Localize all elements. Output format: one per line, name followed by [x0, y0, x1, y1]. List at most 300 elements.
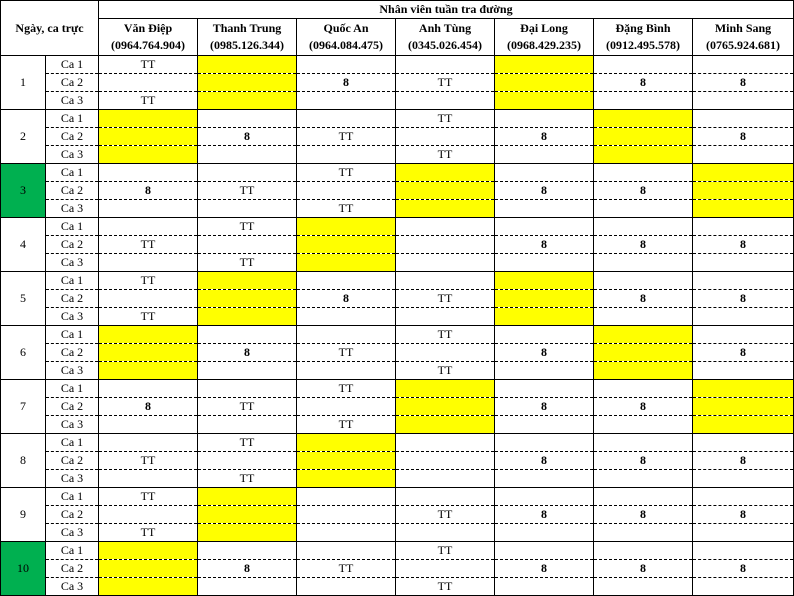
shift-label: Ca 1 [46, 164, 99, 182]
off-day-cell [693, 182, 794, 200]
schedule-cell [297, 110, 396, 128]
shift-row [1, 560, 794, 578]
off-day-cell [198, 92, 297, 110]
off-day-cell [99, 110, 198, 128]
shift-row [1, 254, 794, 272]
schedule-cell [99, 380, 198, 398]
schedule-cell [396, 452, 495, 470]
shift-row [1, 434, 794, 452]
schedule-cell: TT [198, 470, 297, 488]
schedule-cell [693, 542, 794, 560]
schedule-cell: 8 [99, 182, 198, 200]
off-day-cell [297, 452, 396, 470]
off-day-cell [99, 326, 198, 344]
schedule-cell [198, 542, 297, 560]
schedule-cell [396, 560, 495, 578]
employee-name: Quốc An [323, 21, 369, 35]
shift-label: Ca 2 [46, 128, 99, 146]
schedule-cell: 8 [594, 560, 693, 578]
shift-row [1, 506, 794, 524]
schedule-cell [594, 578, 693, 596]
schedule-cell [396, 272, 495, 290]
off-day-cell [594, 344, 693, 362]
schedule-cell: TT [99, 308, 198, 326]
off-day-cell [99, 578, 198, 596]
schedule-cell: 8 [495, 182, 594, 200]
off-day-cell [693, 380, 794, 398]
shift-row [1, 488, 794, 506]
schedule-cell [396, 488, 495, 506]
schedule-cell: TT [99, 272, 198, 290]
schedule-cell [99, 164, 198, 182]
schedule-cell: 8 [198, 128, 297, 146]
day-number: 4 [1, 218, 46, 272]
schedule-cell: TT [297, 560, 396, 578]
schedule-cell [594, 434, 693, 452]
schedule-cell: TT [396, 110, 495, 128]
schedule-cell [594, 488, 693, 506]
shift-label: Ca 3 [46, 254, 99, 272]
schedule-cell [99, 416, 198, 434]
schedule-cell: 8 [495, 560, 594, 578]
employee-phone: (0765.924.681) [706, 38, 780, 52]
schedule-cell [594, 200, 693, 218]
schedule-cell [693, 272, 794, 290]
schedule-cell [594, 542, 693, 560]
off-day-cell [495, 74, 594, 92]
off-day-cell [99, 344, 198, 362]
employee-name: Đại Long [520, 21, 568, 35]
schedule-cell [693, 524, 794, 542]
schedule-cell: 8 [693, 560, 794, 578]
schedule-cell [297, 578, 396, 596]
schedule-cell [495, 362, 594, 380]
off-day-cell [198, 488, 297, 506]
shift-label: Ca 1 [46, 380, 99, 398]
shift-label: Ca 1 [46, 434, 99, 452]
schedule-cell: TT [396, 362, 495, 380]
schedule-cell: 8 [495, 128, 594, 146]
schedule-cell [198, 416, 297, 434]
shift-label: Ca 2 [46, 182, 99, 200]
schedule-cell [198, 326, 297, 344]
shift-label: Ca 3 [46, 200, 99, 218]
schedule-cell [198, 578, 297, 596]
schedule-cell: 8 [693, 236, 794, 254]
day-number: 1 [1, 56, 46, 110]
schedule-cell [495, 380, 594, 398]
schedule-cell [297, 56, 396, 74]
schedule-cell [495, 434, 594, 452]
schedule-cell [495, 254, 594, 272]
schedule-cell [99, 254, 198, 272]
shift-row [1, 578, 794, 596]
schedule-cell: 8 [594, 236, 693, 254]
schedule-cell: TT [396, 290, 495, 308]
schedule-cell [297, 182, 396, 200]
shift-row [1, 524, 794, 542]
schedule-cell [99, 290, 198, 308]
schedule-cell: TT [198, 254, 297, 272]
shift-row [1, 308, 794, 326]
schedule-cell [495, 164, 594, 182]
schedule-cell: 8 [198, 560, 297, 578]
schedule-cell: TT [297, 128, 396, 146]
schedule-cell: TT [297, 164, 396, 182]
schedule-cell: TT [297, 416, 396, 434]
shift-label: Ca 2 [46, 452, 99, 470]
off-day-cell [297, 218, 396, 236]
schedule-cell [396, 308, 495, 326]
shift-label: Ca 2 [46, 506, 99, 524]
schedule-cell [297, 506, 396, 524]
schedule-cell [495, 542, 594, 560]
day-number: 10 [1, 542, 46, 596]
off-day-cell [396, 416, 495, 434]
off-day-cell [198, 272, 297, 290]
employee-name: Văn Điệp [123, 21, 173, 35]
off-day-cell [396, 200, 495, 218]
employee-phone: (0964.764.904) [111, 38, 185, 52]
off-day-cell [594, 326, 693, 344]
schedule-cell [198, 164, 297, 182]
employee-header [396, 19, 495, 56]
schedule-cell: TT [297, 380, 396, 398]
schedule-cell: 8 [495, 344, 594, 362]
off-day-cell [396, 182, 495, 200]
off-day-cell [495, 290, 594, 308]
shift-label: Ca 1 [46, 326, 99, 344]
shift-label: Ca 3 [46, 308, 99, 326]
off-day-cell [693, 416, 794, 434]
shift-label: Ca 1 [46, 110, 99, 128]
schedule-cell [297, 92, 396, 110]
schedule-cell [396, 434, 495, 452]
off-day-cell [495, 272, 594, 290]
schedule-cell [297, 542, 396, 560]
schedule-cell [594, 218, 693, 236]
patrol-staff-header: Nhân viên tuần tra đường [99, 1, 794, 19]
employee-header [594, 19, 693, 56]
schedule-cell: 8 [594, 182, 693, 200]
shift-row [1, 146, 794, 164]
schedule-cell [693, 56, 794, 74]
schedule-cell: 8 [594, 74, 693, 92]
off-day-cell [99, 560, 198, 578]
schedule-cell [396, 254, 495, 272]
shift-row [1, 380, 794, 398]
schedule-cell [99, 218, 198, 236]
day-number: 9 [1, 488, 46, 542]
schedule-cell: TT [396, 326, 495, 344]
schedule-cell: TT [198, 182, 297, 200]
off-day-cell [495, 56, 594, 74]
schedule-cell [396, 56, 495, 74]
schedule-cell: TT [396, 74, 495, 92]
shift-row [1, 290, 794, 308]
schedule-cell [594, 272, 693, 290]
shift-row [1, 452, 794, 470]
shift-label: Ca 3 [46, 470, 99, 488]
schedule-cell [693, 578, 794, 596]
schedule-cell: TT [99, 92, 198, 110]
shift-label: Ca 1 [46, 542, 99, 560]
employee-header [693, 19, 794, 56]
schedule-cell [297, 398, 396, 416]
shift-row [1, 110, 794, 128]
schedule-cell [495, 470, 594, 488]
schedule-cell [396, 470, 495, 488]
schedule-cell [396, 524, 495, 542]
schedule-cell [693, 254, 794, 272]
schedule-cell [495, 146, 594, 164]
schedule-cell [693, 146, 794, 164]
employee-phone: (0968.429.235) [507, 38, 581, 52]
shift-label: Ca 3 [46, 92, 99, 110]
schedule-cell [693, 362, 794, 380]
schedule-cell [198, 362, 297, 380]
schedule-cell: 8 [495, 506, 594, 524]
shift-label: Ca 2 [46, 560, 99, 578]
schedule-cell: 8 [693, 290, 794, 308]
off-day-cell [198, 524, 297, 542]
schedule-cell [99, 434, 198, 452]
shift-row [1, 164, 794, 182]
day-number: 7 [1, 380, 46, 434]
off-day-cell [495, 308, 594, 326]
shift-label: Ca 3 [46, 146, 99, 164]
shift-label: Ca 3 [46, 362, 99, 380]
schedule-cell [693, 308, 794, 326]
schedule-cell: TT [99, 56, 198, 74]
off-day-cell [99, 128, 198, 146]
employee-phone: (0345.026.454) [408, 38, 482, 52]
shift-label: Ca 2 [46, 344, 99, 362]
schedule-cell: 8 [495, 236, 594, 254]
shift-label: Ca 2 [46, 74, 99, 92]
shift-row [1, 398, 794, 416]
schedule-cell: TT [297, 344, 396, 362]
employee-name: Thanh Trung [212, 21, 282, 35]
day-shift-header: Ngày, ca trực [1, 1, 99, 56]
schedule-cell: 8 [594, 290, 693, 308]
schedule-cell [198, 110, 297, 128]
shift-row [1, 74, 794, 92]
off-day-cell [297, 434, 396, 452]
day-number: 5 [1, 272, 46, 326]
schedule-cell [495, 110, 594, 128]
schedule-cell [198, 452, 297, 470]
schedule-cell: 8 [693, 506, 794, 524]
schedule-cell [594, 254, 693, 272]
shift-row [1, 236, 794, 254]
off-day-cell [297, 236, 396, 254]
schedule-cell: TT [396, 542, 495, 560]
shift-label: Ca 2 [46, 236, 99, 254]
employee-phone: (0912.495.578) [606, 38, 680, 52]
schedule-cell [495, 578, 594, 596]
shift-row [1, 56, 794, 74]
shift-label: Ca 1 [46, 56, 99, 74]
off-day-cell [99, 146, 198, 164]
schedule-cell [297, 272, 396, 290]
schedule-cell [396, 128, 495, 146]
shift-row [1, 326, 794, 344]
schedule-cell [99, 200, 198, 218]
schedule-cell [198, 200, 297, 218]
schedule-cell: TT [99, 524, 198, 542]
schedule-cell [99, 506, 198, 524]
off-day-cell [297, 254, 396, 272]
shift-row [1, 92, 794, 110]
schedule-cell [495, 416, 594, 434]
off-day-cell [495, 92, 594, 110]
employee-header [99, 19, 198, 56]
schedule-cell: TT [396, 506, 495, 524]
schedule-cell [99, 74, 198, 92]
off-day-cell [693, 398, 794, 416]
schedule-cell [594, 164, 693, 182]
shift-row [1, 128, 794, 146]
off-day-cell [99, 542, 198, 560]
schedule-cell: TT [99, 236, 198, 254]
schedule-cell [297, 362, 396, 380]
shift-row [1, 200, 794, 218]
schedule-cell [495, 524, 594, 542]
schedule-cell [396, 92, 495, 110]
schedule-cell: 8 [297, 290, 396, 308]
shift-label: Ca 3 [46, 524, 99, 542]
off-day-cell [396, 164, 495, 182]
schedule-cell [693, 218, 794, 236]
schedule-cell [594, 56, 693, 74]
schedule-cell: 8 [495, 452, 594, 470]
shift-label: Ca 3 [46, 578, 99, 596]
schedule-cell [693, 434, 794, 452]
schedule-cell: 8 [693, 74, 794, 92]
employee-name: Anh Tùng [418, 21, 472, 35]
off-day-cell [594, 110, 693, 128]
schedule-cell: TT [198, 398, 297, 416]
schedule-cell [495, 200, 594, 218]
shift-label: Ca 2 [46, 290, 99, 308]
off-day-cell [693, 200, 794, 218]
schedule-cell [396, 236, 495, 254]
off-day-cell [396, 398, 495, 416]
shift-label: Ca 1 [46, 272, 99, 290]
shift-row [1, 542, 794, 560]
off-day-cell [594, 128, 693, 146]
schedule-cell [198, 236, 297, 254]
schedule-cell: 8 [594, 398, 693, 416]
schedule-cell [495, 326, 594, 344]
off-day-cell [594, 362, 693, 380]
employee-header [198, 19, 297, 56]
shift-label: Ca 2 [46, 398, 99, 416]
schedule-cell: 8 [198, 344, 297, 362]
schedule-cell: TT [99, 488, 198, 506]
off-day-cell [198, 74, 297, 92]
schedule-cell [99, 470, 198, 488]
schedule-cell: 8 [693, 452, 794, 470]
schedule-cell [594, 380, 693, 398]
schedule-cell: 8 [495, 398, 594, 416]
schedule-cell [396, 218, 495, 236]
shift-row [1, 272, 794, 290]
schedule-cell: TT [198, 218, 297, 236]
schedule-cell [594, 92, 693, 110]
shift-label: Ca 1 [46, 488, 99, 506]
schedule-cell [297, 488, 396, 506]
employee-name: Minh Sang [714, 21, 772, 35]
schedule-cell [693, 92, 794, 110]
schedule-cell: 8 [297, 74, 396, 92]
shift-row [1, 182, 794, 200]
employee-phone: (0964.084.475) [309, 38, 383, 52]
off-day-cell [297, 470, 396, 488]
schedule-cell: 8 [99, 398, 198, 416]
schedule-cell [594, 308, 693, 326]
schedule-cell [495, 218, 594, 236]
off-day-cell [396, 380, 495, 398]
day-number: 2 [1, 110, 46, 164]
schedule-cell [693, 488, 794, 506]
schedule-cell [198, 146, 297, 164]
employee-name: Đặng Bình [615, 21, 671, 35]
schedule-cell: 8 [693, 128, 794, 146]
shift-row [1, 362, 794, 380]
shift-row [1, 344, 794, 362]
schedule-cell [297, 326, 396, 344]
schedule-cell [693, 326, 794, 344]
employee-header [297, 19, 396, 56]
schedule-cell [495, 488, 594, 506]
schedule-cell [693, 110, 794, 128]
schedule-cell: 8 [594, 452, 693, 470]
schedule-cell [594, 524, 693, 542]
shift-label: Ca 1 [46, 218, 99, 236]
schedule-cell: 8 [693, 344, 794, 362]
off-day-cell [198, 308, 297, 326]
day-number: 8 [1, 434, 46, 488]
employee-header [495, 19, 594, 56]
off-day-cell [198, 290, 297, 308]
shift-row [1, 218, 794, 236]
schedule-cell: TT [198, 434, 297, 452]
schedule-cell: 8 [594, 506, 693, 524]
employee-phone: (0985.126.344) [210, 38, 284, 52]
off-day-cell [99, 362, 198, 380]
schedule-cell: TT [396, 578, 495, 596]
schedule-cell [693, 470, 794, 488]
schedule-cell [396, 344, 495, 362]
shift-label: Ca 3 [46, 416, 99, 434]
shift-row [1, 416, 794, 434]
schedule-cell [297, 146, 396, 164]
schedule-cell [594, 416, 693, 434]
shift-row [1, 470, 794, 488]
schedule-cell [198, 380, 297, 398]
day-number: 6 [1, 326, 46, 380]
schedule-cell [297, 308, 396, 326]
schedule-cell: TT [99, 452, 198, 470]
schedule-cell: TT [297, 200, 396, 218]
day-number: 3 [1, 164, 46, 218]
off-day-cell [198, 506, 297, 524]
off-day-cell [594, 146, 693, 164]
schedule-cell [594, 470, 693, 488]
schedule-cell [297, 524, 396, 542]
